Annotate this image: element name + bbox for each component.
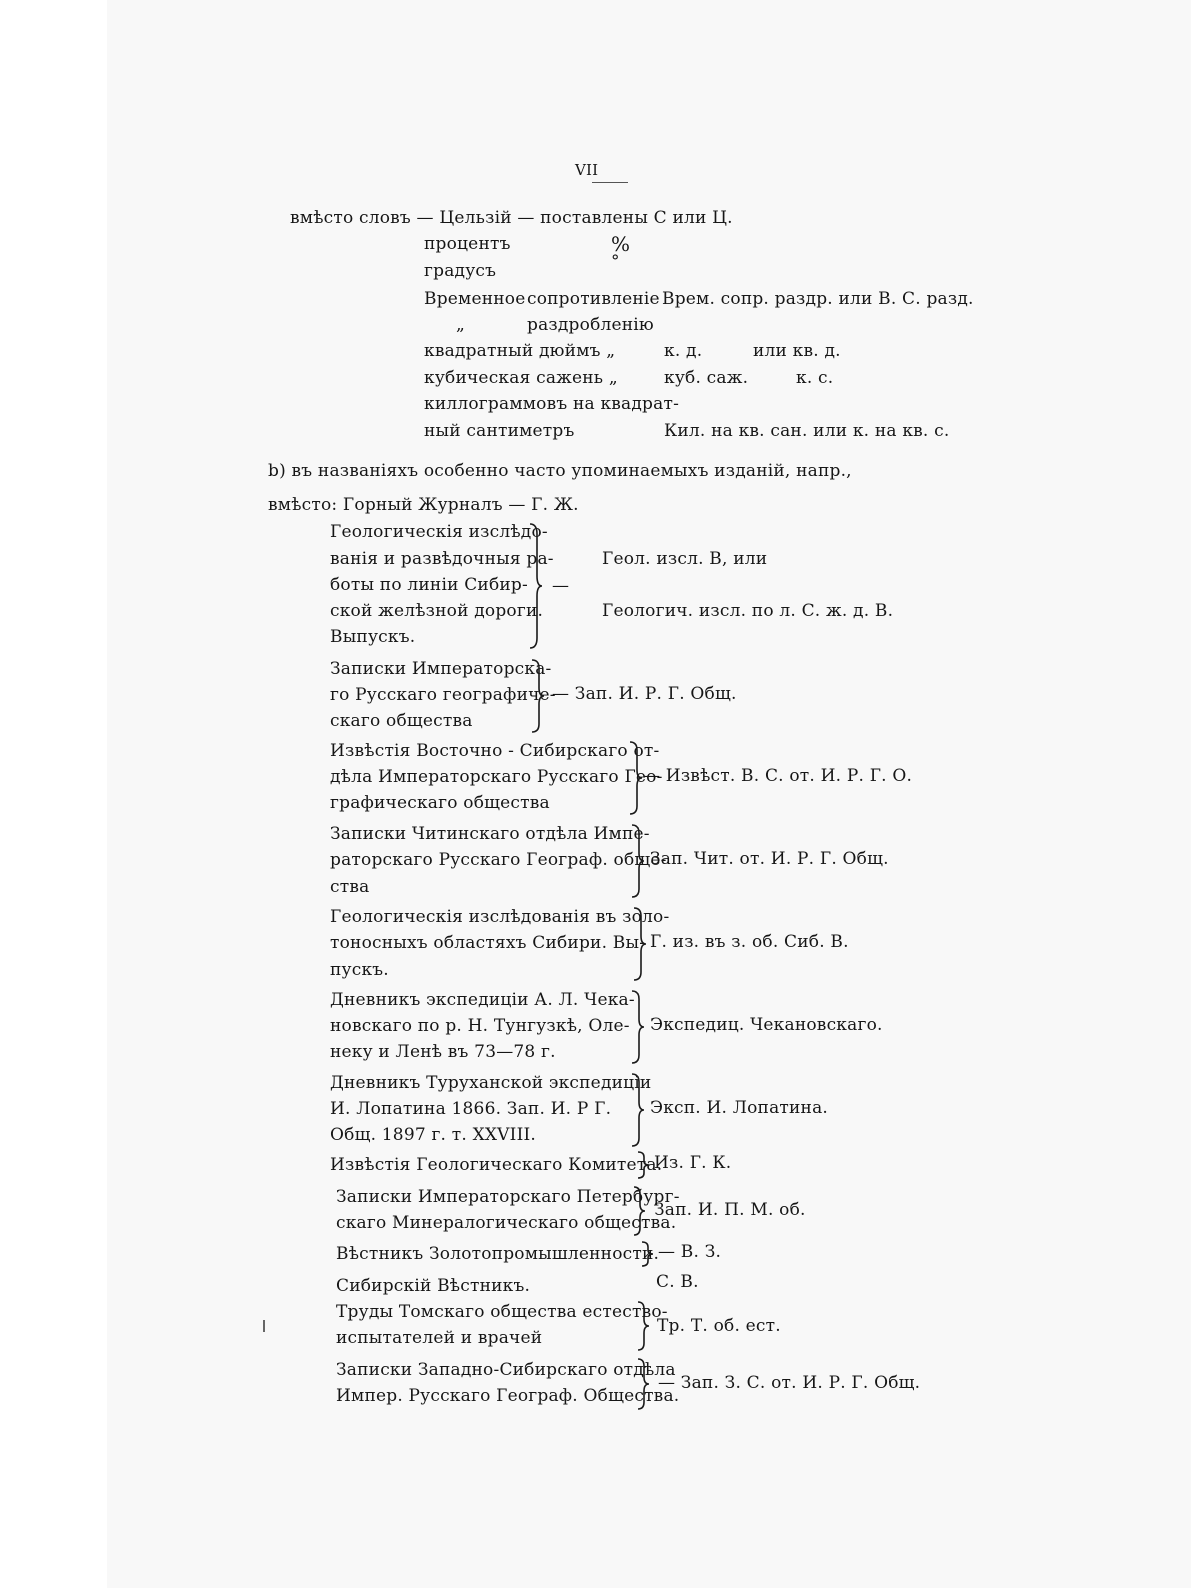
scan-speck xyxy=(263,1320,265,1332)
abbr-cubic-sazhen-alt: к. с. xyxy=(796,368,834,388)
entry-line: ства xyxy=(330,877,370,897)
entry-line: пускъ. xyxy=(330,960,389,980)
term-degree: градусъ xyxy=(424,261,497,281)
entry-dash: — xyxy=(552,576,570,596)
entry-line: графическаго общества xyxy=(330,793,550,813)
curly-brace xyxy=(632,906,648,982)
abbr-percent: % xyxy=(611,232,631,256)
entry-abbr: Г. из. въ з. об. Сиб. В. xyxy=(650,932,849,952)
entry-line: Записки Читинскаго отдѣла Импе- xyxy=(330,824,650,844)
entry-abbr: Эксп. И. Лопатина. xyxy=(650,1098,829,1118)
curly-brace xyxy=(528,522,544,650)
entry-line: скаго Минералогическаго общества. xyxy=(336,1213,677,1233)
entry-abbr: — Зап. И. Р. Г. Общ. xyxy=(552,684,737,704)
entry-line: Геологическія изслѣдованія въ золо- xyxy=(330,907,670,927)
curly-brace xyxy=(636,1150,652,1180)
abbr-resistance: Врем. сопр. раздр. или В. С. разд. xyxy=(662,289,974,309)
entry-line: Извѣстія Восточно - Сибирскаго от- xyxy=(330,741,660,761)
entry-line: Извѣстія Геологическаго Комитета. xyxy=(330,1155,663,1175)
entry-abbr: — Извѣст. В. С. от. И. Р. Г. О. xyxy=(643,766,913,786)
curly-brace xyxy=(628,740,644,816)
term-square-inch: квадратный дюймъ „ xyxy=(424,341,616,361)
term-resistance: сопротивленіе xyxy=(527,289,660,309)
abbr-kg-per-cm: Кил. на кв. сан. или к. на кв. с. xyxy=(664,421,950,441)
curly-brace xyxy=(630,1072,646,1148)
entry-abbr: Тр. Т. об. ест. xyxy=(657,1316,781,1336)
page-number: VII xyxy=(575,161,599,179)
entry-line: ванія и развѣдочныя ра- xyxy=(330,549,554,569)
term-percent: процентъ xyxy=(424,234,511,254)
entry-line: ской желѣзной дороги. xyxy=(330,601,544,621)
entry-line: го Русскаго географиче- xyxy=(330,685,556,705)
curly-brace xyxy=(636,1300,652,1352)
curly-brace xyxy=(632,1185,648,1237)
term-crushing: раздробленію xyxy=(527,315,654,335)
entry-abbr: Геол. изсл. В, или xyxy=(602,549,768,569)
entry-line: Сибирскій Вѣстникъ. xyxy=(336,1276,531,1296)
ditto-mark: „ xyxy=(456,315,466,335)
entry-line: Записки Западно-Сибирскаго отдѣла xyxy=(336,1360,676,1380)
entry-abbr: Зап. И. П. М. об. xyxy=(654,1200,806,1220)
entry-abbr: Экспедиц. Чекановскаго. xyxy=(650,1015,883,1035)
entry-line: Общ. 1897 г. т. XXVIII. xyxy=(330,1125,537,1145)
entry-line: Вѣстникъ Золотопромышленности. xyxy=(336,1244,660,1264)
curly-brace xyxy=(630,989,646,1065)
entry-gorny-zhurnal: вмѣсто: Горный Журналъ — Г. Ж. xyxy=(268,495,579,515)
entry-line: боты по линіи Сибир- xyxy=(330,575,528,595)
curly-brace xyxy=(636,1357,652,1411)
entry-line: И. Лопатина 1866. Зап. И. Р Г. xyxy=(330,1099,612,1119)
abbr-degree: ° xyxy=(611,252,620,272)
abbr-cubic-sazhen: куб. саж. xyxy=(664,368,749,388)
curly-brace xyxy=(640,1240,656,1268)
entry-abbr: Из. Г. К. xyxy=(654,1153,732,1173)
entry-line: Дневникъ экспедиціи А. Л. Чека- xyxy=(330,990,635,1010)
entry-line: Импер. Русскаго Географ. Общества. xyxy=(336,1386,680,1406)
entry-line: Записки Императорска- xyxy=(330,659,552,679)
curly-brace xyxy=(530,658,546,734)
entry-abbr: — Зап. З. С. от. И. Р. Г. Общ. xyxy=(658,1373,921,1393)
entry-line: скаго общества xyxy=(330,711,473,731)
curly-brace xyxy=(630,823,646,899)
term-cubic-sazhen: кубическая сажень „ xyxy=(424,368,618,388)
abbr-square-inch-alt: или кв. д. xyxy=(753,341,841,361)
entry-line: тоносныхъ областяхъ Сибири. Вы- xyxy=(330,933,646,953)
entry-line: испытателей и врачей xyxy=(336,1328,543,1348)
entry-line: неку и Ленѣ въ 73—78 г. xyxy=(330,1042,556,1062)
entry-line: новскаго по р. Н. Тунгузкѣ, Оле- xyxy=(330,1016,630,1036)
term-kilograms: киллограммовъ на квадрат- xyxy=(424,394,680,414)
entry-abbr: С. В. xyxy=(656,1272,699,1292)
section-b-intro: b) въ названіяхъ особенно часто упоминаемыхъ изданій, напр., xyxy=(268,461,852,481)
entry-line: Труды Томскаго общества естество- xyxy=(336,1302,668,1322)
entry-abbr: Зап. Чит. от. И. Р. Г. Общ. xyxy=(650,849,889,869)
entry-abbr: — В. З. xyxy=(658,1242,722,1262)
section-a-intro: вмѣсто словъ — Цельзій — поставлены С или Ц. xyxy=(290,208,733,228)
term-temporary: Временное xyxy=(424,289,526,309)
entry-line: дѣла Императорскаго Русскаго Гео- xyxy=(330,767,663,787)
entry-abbr: Геологич. изсл. по л. С. ж. д. В. xyxy=(602,601,894,621)
entry-line: Записки Императорскаго Петербург- xyxy=(336,1187,680,1207)
header-rule xyxy=(592,182,628,183)
entry-line: Выпускъ. xyxy=(330,627,416,647)
entry-line: раторскаго Русскаго Географ. обще- xyxy=(330,850,667,870)
entry-line: Геологическія изслѣдо- xyxy=(330,522,548,542)
abbr-square-inch: к. д. xyxy=(664,341,703,361)
term-centimeter: ный сантиметръ xyxy=(424,421,575,441)
entry-line: Дневникъ Туруханской экспедиціи xyxy=(330,1073,652,1093)
